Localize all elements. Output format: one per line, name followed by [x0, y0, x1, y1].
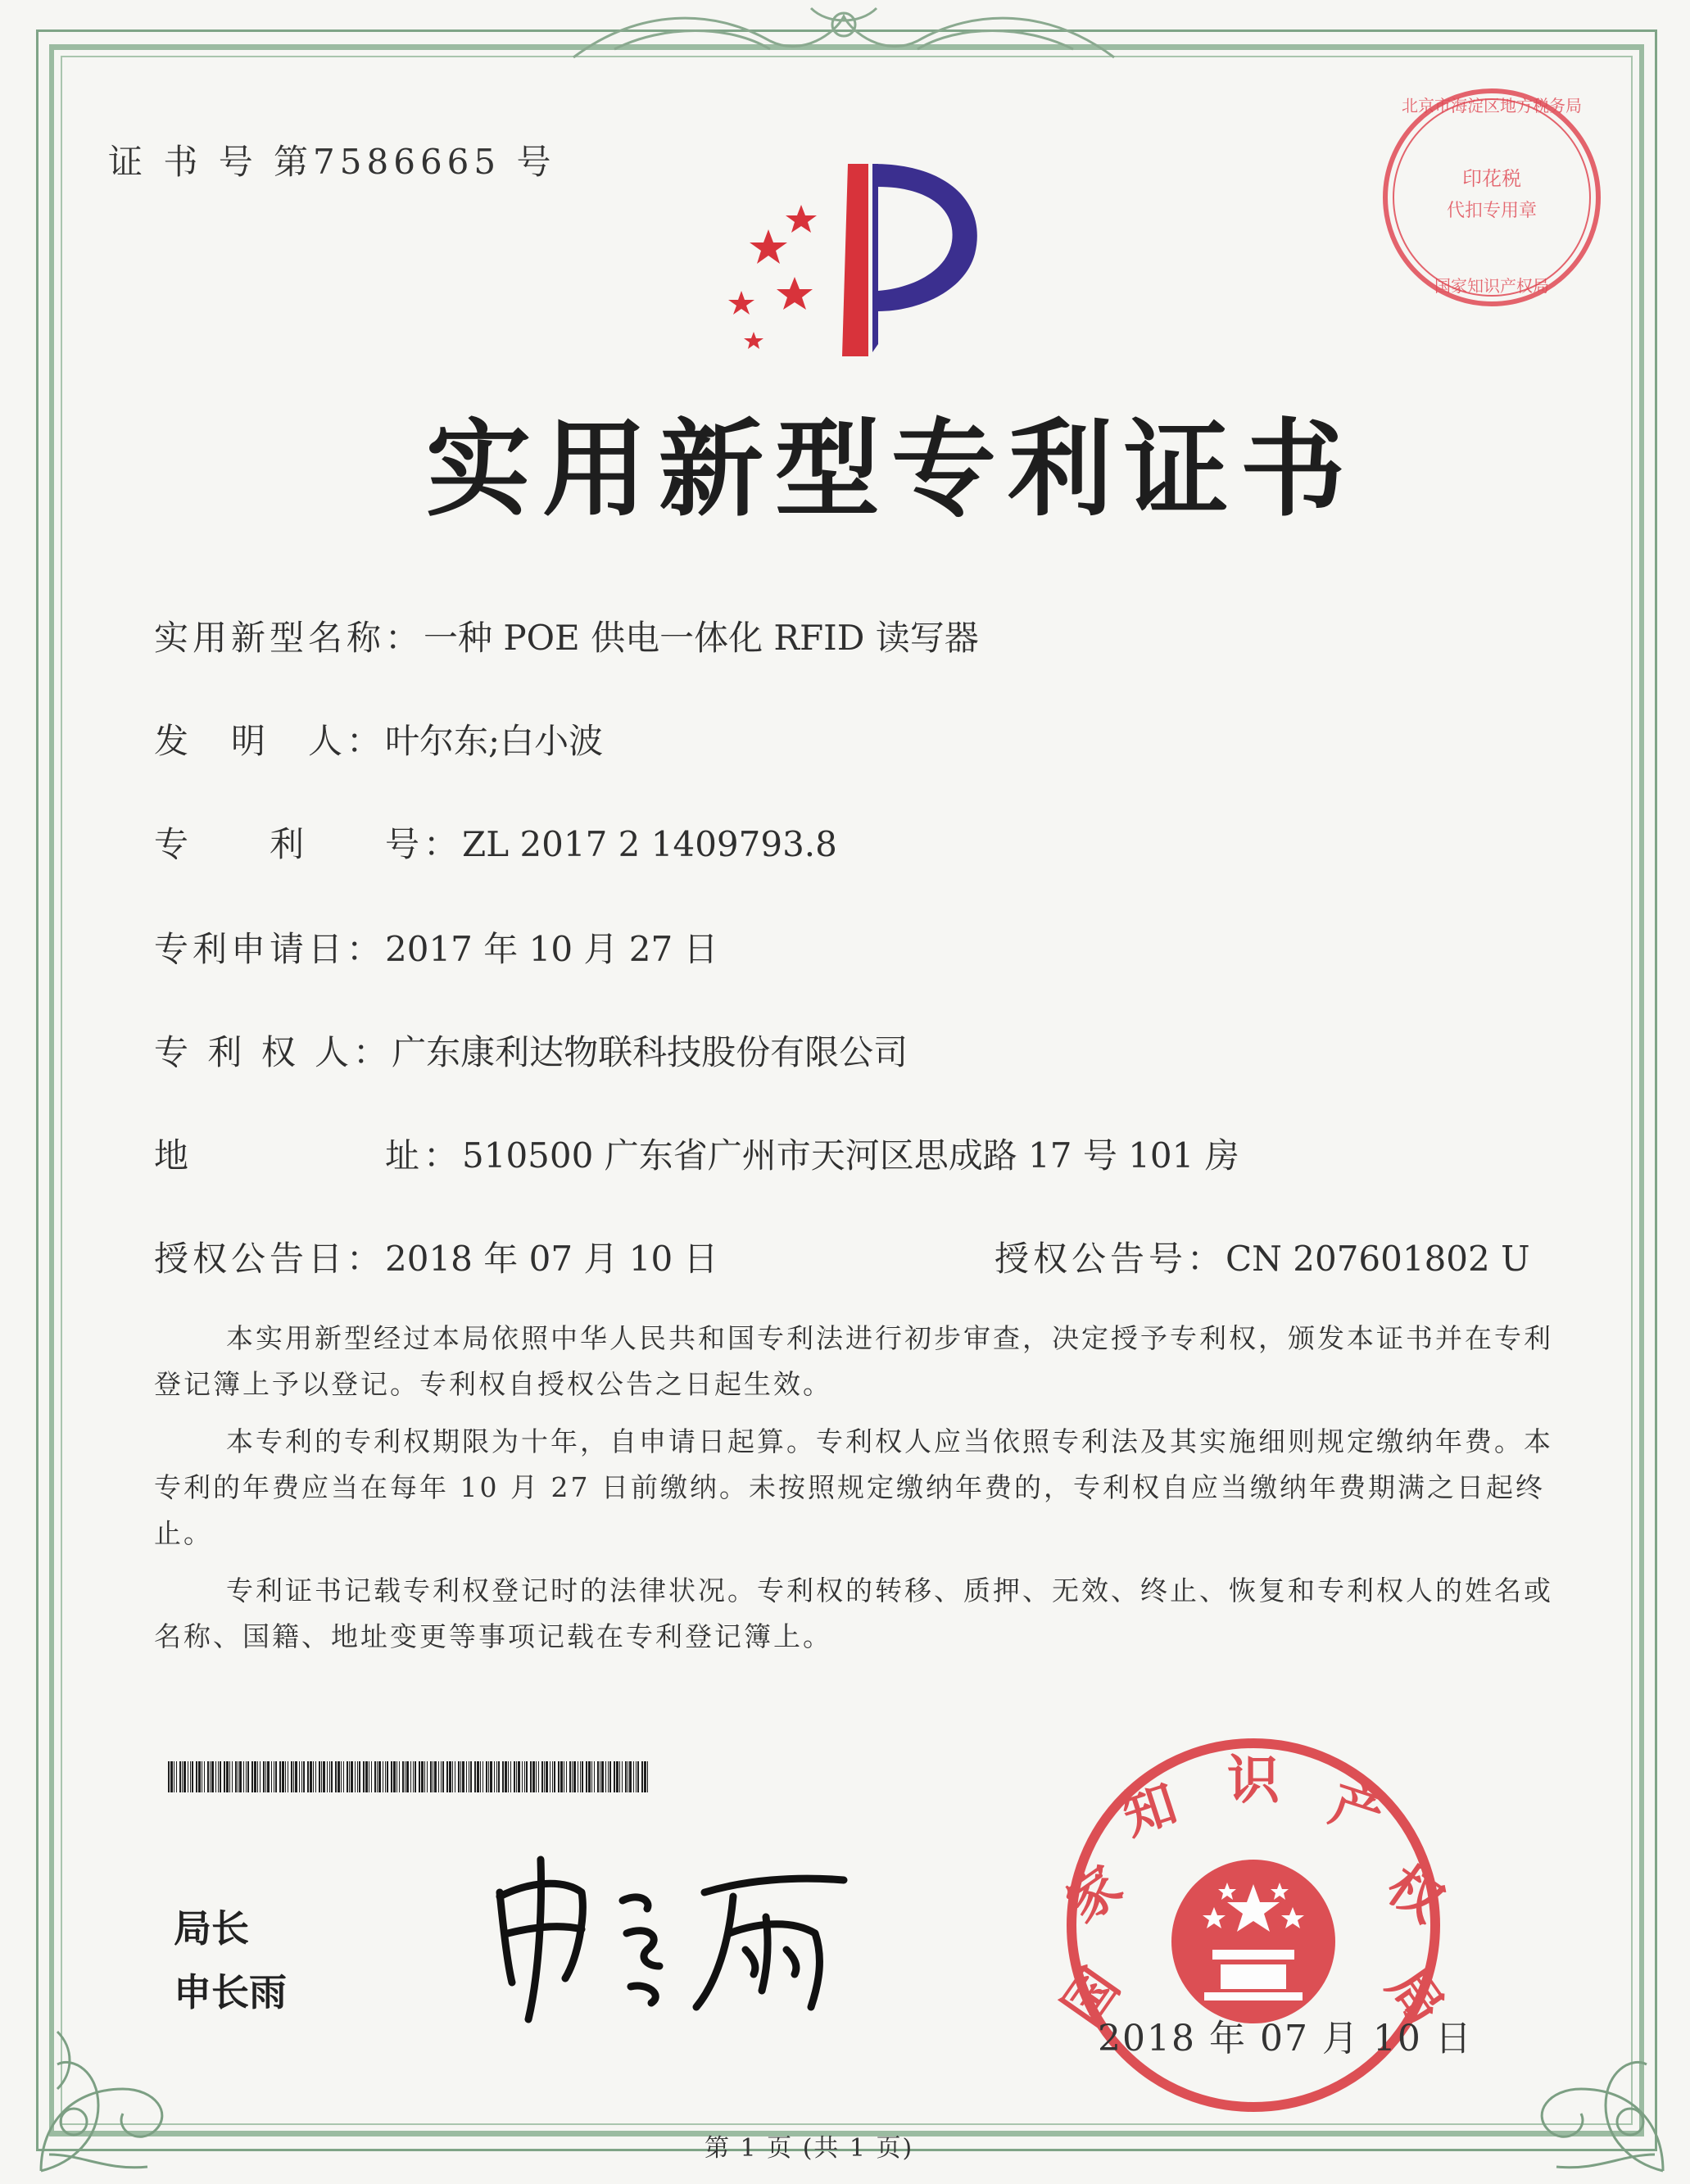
inventors-value: 叶尔东;白小波	[385, 721, 604, 761]
patent-number-value: ZL 2017 2 1409793.8	[462, 824, 837, 864]
patent-number-field	[154, 818, 837, 867]
top-ornament-icon	[565, 0, 1122, 66]
utility-model-name-value: 一种 POE 供电一体化 RFID 读写器	[424, 618, 979, 658]
statement-paragraph-1	[154, 1316, 1563, 1407]
svg-text:识: 识	[1227, 1751, 1280, 1811]
statement-paragraph-3	[154, 1568, 1563, 1660]
address-field	[154, 1129, 1239, 1178]
certificate-title: 实用新型专利证书	[426, 409, 1357, 531]
corner-ornament-bottom-left-icon	[25, 1999, 213, 2179]
grant-publication-number-field	[995, 1232, 1530, 1281]
certificate-number: 证 书 号 第7586665 号	[108, 142, 556, 182]
svg-text:印花税: 印花税	[1462, 167, 1521, 190]
svg-text:局: 局	[1375, 1958, 1455, 2037]
tax-stamp-seal-icon	[1373, 79, 1611, 316]
grant-date-value: 2018 年 07 月 10 日	[385, 1239, 718, 1279]
grant-date-field	[154, 1232, 718, 1281]
svg-text:北京市海淀区地方税务局: 北京市海淀区地方税务局	[1402, 96, 1582, 116]
director-title: 局长	[174, 1906, 249, 1951]
patent-number-label: 专 利 号：	[154, 824, 463, 864]
statement-paragraph-2	[154, 1419, 1563, 1556]
svg-text:产: 产	[1322, 1773, 1392, 1848]
statement-paragraph-3-text: 专利证书记载专利权登记时的法律状况。专利权的转移、质押、无效、终止、恢复和专利权人的姓名或名称、国籍、地址变更等事项记载在专利登记簿上。	[154, 1575, 1553, 1652]
address-value: 510500 广东省广州市天河区思成路 17 号 101 房	[462, 1135, 1239, 1176]
patentee-value: 广东康利达物联科技股份有限公司	[392, 1032, 908, 1072]
svg-text:国: 国	[1052, 1958, 1132, 2037]
utility-model-name-field	[154, 611, 979, 660]
utility-model-name-label: 实用新型名称：	[154, 618, 424, 658]
filing-date-value: 2017 年 10 月 27 日	[385, 929, 718, 969]
corner-ornament-bottom-right-icon	[1491, 1999, 1679, 2179]
seal-date: 2018 年 07 月 10 日	[1098, 2018, 1473, 2059]
statement-paragraph-1-text: 本实用新型经过本局依照中华人民共和国专利法进行初步审查，决定授予专利权，颁发本证书并在专利登记簿上予以登记。专利权自授权公告之日起生效。	[154, 1322, 1553, 1400]
cnipa-logo-icon	[705, 147, 999, 360]
svg-text:国家知识产权局: 国家知识产权局	[1434, 276, 1549, 296]
director-signature-icon	[483, 1843, 893, 2032]
svg-text:权: 权	[1375, 1855, 1454, 1935]
grant-publication-number-label: 授权公告号：	[995, 1239, 1226, 1279]
svg-text:代扣专用章: 代扣专用章	[1446, 201, 1538, 221]
grant-publication-number-value: CN 207601802 U	[1226, 1239, 1530, 1279]
page-number: 第 1 页 (共 1 页)	[705, 2134, 914, 2163]
filing-date-field	[154, 922, 718, 972]
patentee-label: 专 利 权 人：	[154, 1032, 392, 1072]
svg-text:家: 家	[1055, 1855, 1134, 1935]
inventors-label: 发 明 人：	[154, 721, 386, 761]
inventors-field	[154, 714, 603, 763]
barcode-icon	[168, 1761, 651, 1792]
svg-text:知: 知	[1115, 1773, 1185, 1848]
statement-paragraph-2-text: 本专利的专利权期限为十年，自申请日起算。专利权人应当依照专利法及其实施细则规定缴纳年费。本专利的年费应当在每年 10 月 27 日前缴纳。未按照规定缴纳年费的，专利权自应当缴纳年费期满之日起终止。	[154, 1425, 1553, 1549]
director-name: 申长雨	[174, 1970, 287, 2014]
patentee-field	[154, 1026, 908, 1075]
filing-date-label: 专利申请日：	[154, 929, 386, 969]
grant-date-label: 授权公告日：	[154, 1239, 386, 1279]
address-label: 地 址：	[154, 1135, 463, 1176]
